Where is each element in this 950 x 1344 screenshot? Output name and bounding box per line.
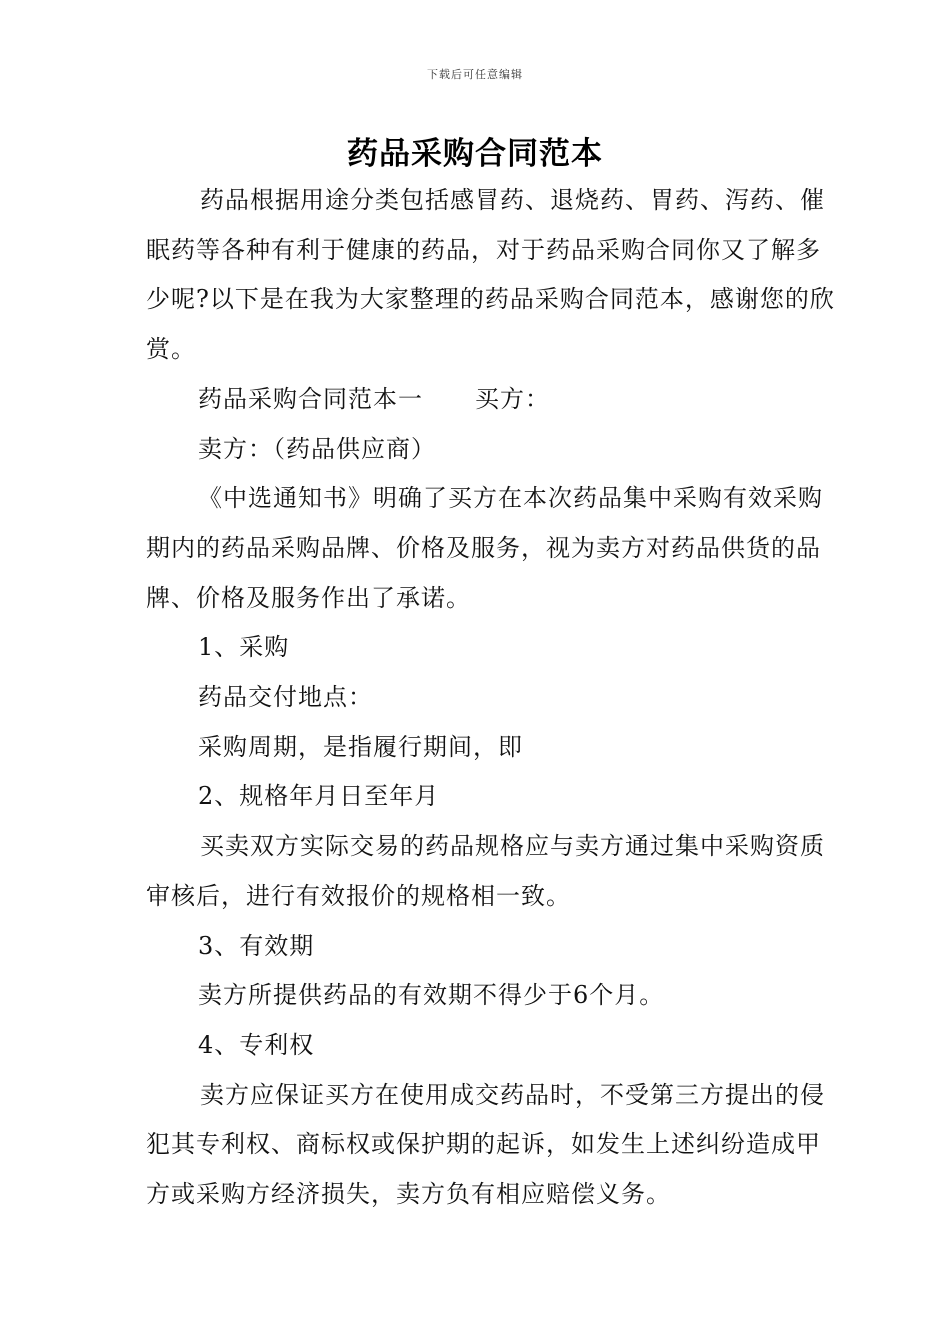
document-body <box>146 176 836 1220</box>
procurement-period-line: 采购周期，是指履行期间，即 <box>198 732 523 761</box>
validity-paragraph: 卖方所提供药品的有效期不得少于6个月。 <box>198 981 665 1010</box>
specification-paragraph: 买卖双方实际交易的药品规格应与卖方通过集中采购资质审核后，进行有效报价的规格相一致。 <box>146 832 825 910</box>
buyer-label: 买方： <box>475 384 550 413</box>
section-heading-line <box>146 375 836 425</box>
contract-sample-label: 药品采购合同范本一 <box>198 384 423 413</box>
clause-heading-specification: 2、规格年月日至年月 <box>198 782 440 811</box>
clause-heading-patent: 4、专利权 <box>198 1030 315 1059</box>
notice-paragraph: 《中选通知书》明确了买方在本次药品集中采购有效采购期内的药品采购品牌、价格及服务，视为卖方对药品供货的品牌、价格及服务作出了承诺。 <box>146 484 823 612</box>
patent-paragraph: 卖方应保证买方在使用成交药品时，不受第三方提出的侵犯其专利权、商标权或保护期的起诉，如发生上述纠纷造成甲方或采购方经济损失，卖方负有相应赔偿义务。 <box>146 1080 825 1209</box>
delivery-location-line: 药品交付地点： <box>198 683 373 712</box>
clause-heading-procurement: 1、采购 <box>198 633 290 662</box>
document-title: 药品采购合同范本 <box>347 136 603 172</box>
seller-line: 卖方：（药品供应商） <box>198 434 436 463</box>
header-note: 下载后可任意编辑 <box>427 68 523 81</box>
intro-paragraph: 药品根据用途分类包括感冒药、退烧药、胃药、泻药、催眠药等各种有利于健康的药品，对于药品采购合同你又了解多少呢?以下是在我为大家整理的药品采购合同范本，感谢您的欣赏。 <box>146 186 835 364</box>
clause-heading-validity: 3、有效期 <box>198 931 315 960</box>
